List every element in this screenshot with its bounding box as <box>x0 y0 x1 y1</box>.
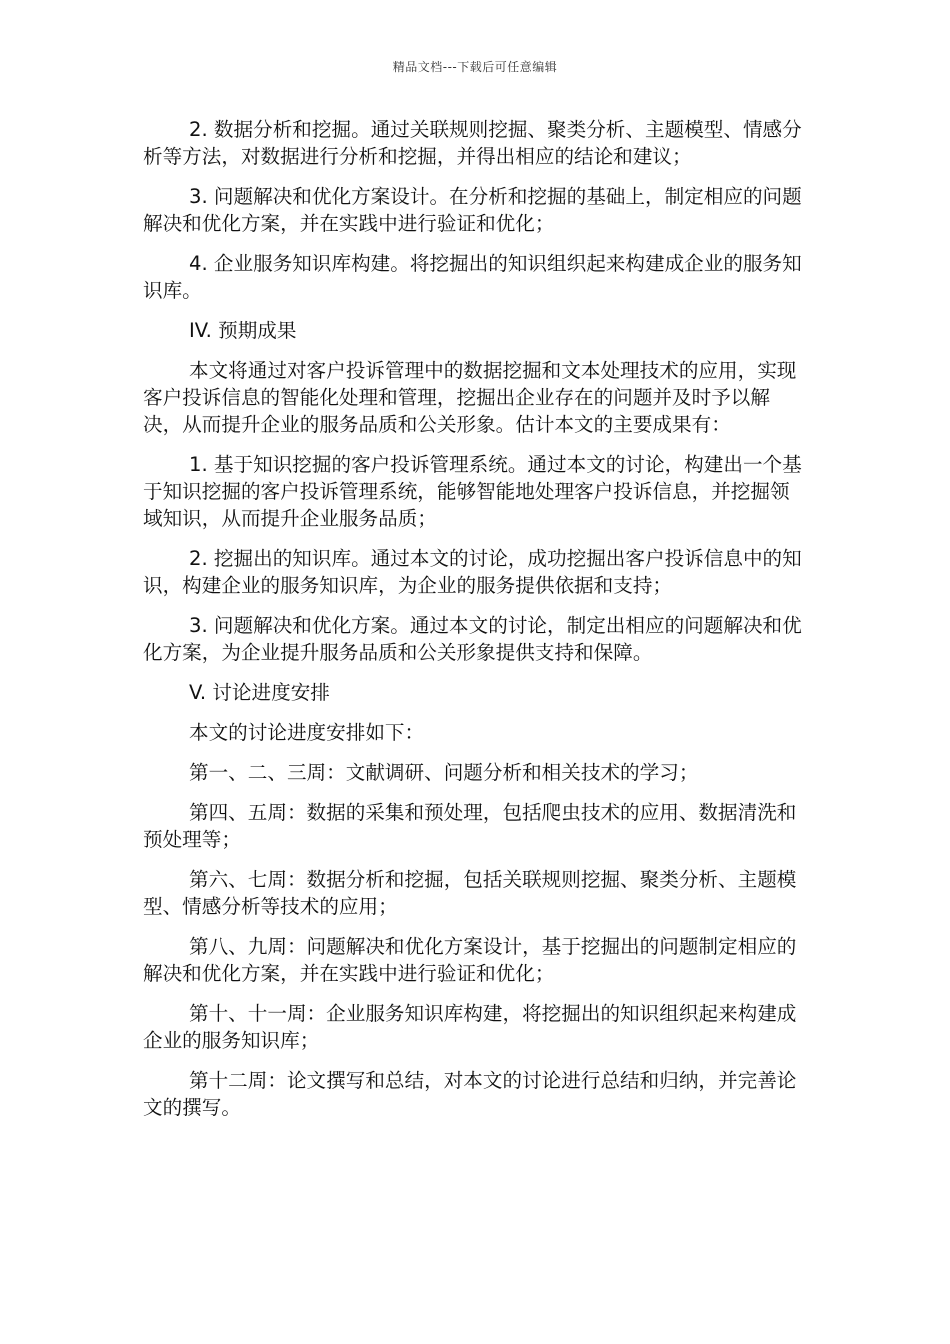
paragraph-problem-solving: 3. 问题解决和优化方案设计。在分析和挖掘的基础上，制定相应的问题解决和优化方案，并在实践中进行验证和优化； <box>143 185 802 235</box>
schedule-weeks-6-7: 第六、七周：数据分析和挖掘，包括关联规则挖掘、聚类分析、主题模型、情感分析等技术的应用； <box>143 868 797 918</box>
schedule-week-12: 第十二周：论文撰写和总结，对本文的讨论进行总结和归纳，并完善论文的撰写。 <box>143 1069 797 1119</box>
schedule-weeks-8-9: 第八、九周：问题解决和优化方案设计，基于挖掘出的问题制定相应的解决和优化方案，并在实践中进行验证和优化； <box>143 935 797 985</box>
paragraph-result-3: 3. 问题解决和优化方案。通过本文的讨论，制定出相应的问题解决和优化方案，为企业提升服务品质和公关形象提供支持和保障。 <box>143 614 802 664</box>
paragraph-data-analysis: 2. 数据分析和挖掘。通过关联规则挖掘、聚类分析、主题模型、情感分析等方法，对数据进行分析和挖掘，并得出相应的结论和建议； <box>143 118 802 168</box>
paragraph-result-2: 2. 挖掘出的知识库。通过本文的讨论，成功挖掘出客户投诉信息中的知识，构建企业的服务知识库，为企业的服务提供依据和支持； <box>143 547 802 597</box>
paragraph-knowledge-base: 4. 企业服务知识库构建。将挖掘出的知识组织起来构建成企业的服务知识库。 <box>143 252 802 302</box>
paragraph-schedule-intro: 本文的讨论进度安排如下： <box>189 721 425 744</box>
section-heading-expected-results: IV. 预期成果 <box>189 319 297 342</box>
document-body <box>143 116 803 1134</box>
section-heading-schedule: V. 讨论进度安排 <box>189 681 330 704</box>
page-header: 精品文档---下载后可任意编辑 <box>392 60 558 74</box>
schedule-weeks-4-5: 第四、五周：数据的采集和预处理，包括爬虫技术的应用、数据清洗和预处理等； <box>143 801 797 851</box>
schedule-weeks-1-3: 第一、二、三周：文献调研、问题分析和相关技术的学习； <box>189 761 699 784</box>
schedule-weeks-10-11: 第十、十一周：企业服务知识库构建，将挖掘出的知识组织起来构建成企业的服务知识库； <box>143 1002 797 1052</box>
paragraph-expected-results-intro: 本文将通过对客户投诉管理中的数据挖掘和文本处理技术的应用，实现客户投诉信息的智能化处理和管理，挖掘出企业存在的问题并及时予以解决，从而提升企业的服务品质和公关形象。估计本文的主要成果有： <box>143 359 797 436</box>
paragraph-result-1: 1. 基于知识挖掘的客户投诉管理系统。通过本文的讨论，构建出一个基于知识挖掘的客户投诉管理系统，能够智能地处理客户投诉信息，并挖掘领域知识，从而提升企业服务品质； <box>143 453 802 530</box>
